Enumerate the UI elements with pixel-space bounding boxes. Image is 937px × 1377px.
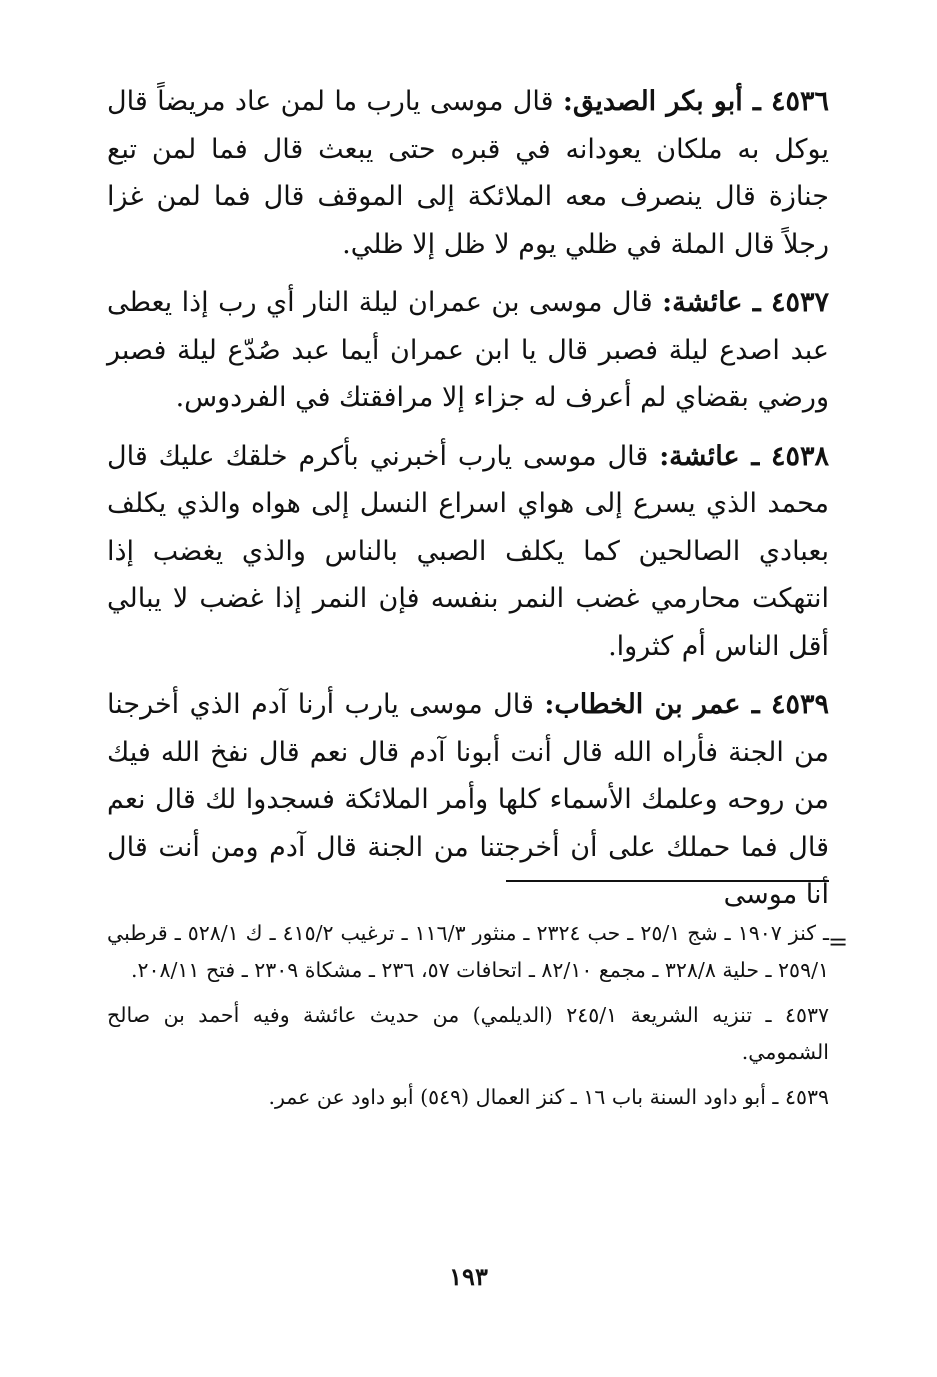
footnotes [107,915,829,1124]
hadith-entry-4537 [107,279,829,422]
footnote-continuation-mark: = [828,928,849,956]
entry-text: قال موسى يارب أرنا آدم الذي أخرجنا من الجنة فأراه الله قال أنت أبونا آدم قال نعم قال نفخ الله فيك من روحه وعلمك الأسماء كلها وأمر الملائكة فسجدوا لك قال نعم قال فما حملك على أن أخرجتنا من الجنة قال آدم ومن أنت قال أنا موسى [107,689,829,910]
hadith-entry-4538 [107,433,829,671]
entry-heading: ٤٥٣٩ ـ عمر بن الخطاب: [544,689,829,720]
entry-text: قال موسى بن عمران ليلة النار أي رب إذا يعطى عبد اصدع ليلة فصبر قال يا ابن عمران أيما عبد صُدّع ليلة فصبر ورضي بقضاي لم أعرف له جزاء إلا مرافقتك في الفردوس. [107,287,829,413]
entry-text: قال موسى يارب ما لمن عاد مريضاً قال يوكل به ملكان يعودانه في قبره حتى يبعث قال فما لمن تبع جنازة قال ينصرف معه الملائكة إلى الموقف قال فما لمن غزا رجلاً قال الملة في ظلي يوم لا ظل إلا ظلي. [107,86,829,260]
footnote-item: ٤٥٣٧ ـ تنزيه الشريعة ٢٤٥/١ (الديلمي) من حديث عائشة وفيه أحمد بن صالح الشمومي. [107,1003,829,1064]
entry-heading: ٤٥٣٦ ـ أبو بكر الصديق: [562,86,829,117]
footnote-item: ـ كنز ١٩٠٧ ـ شج ٢٥/١ ـ حب ٢٣٢٤ ـ منثور ١١٦/٣ ـ ترغيب ٤١٥/٢ ـ ك ٥٢٨/١ ـ قرطبي ٢٥٩/١ ـ حلية ٣٢٨/٨ ـ مجمع ٨٢/١٠ ـ اتحافات ٥٧، ٢٣٦ ـ مشكاة ٢٣٠٩ ـ فتح ٢٠٨/١١. [107,921,830,982]
footnote-divider [506,880,829,882]
entry-text: قال موسى يارب أخبرني بأكرم خلقك عليك قال محمد الذي يسرع إلى هواي اسراع النسل إلى هواه والذي يكلف بعبادي الصالحين كما يكلف الصبي بالناس والذي يغضب إذا انتهكت محارمي غضب النمر بنفسه فإن النمر إذا غضب لا يبالي أقل الناس أم كثروا. [107,440,829,662]
hadith-entry-4539 [107,681,829,919]
footnote-item: ٤٥٣٩ ـ أبو داود السنة باب ١٦ ـ كنز العمال (٥٤٩) أبو داود عن عمر. [268,1085,829,1109]
entry-heading: ٤٥٣٧ ـ عائشة: [662,287,829,318]
hadith-entry-4536 [107,78,829,268]
entry-heading: ٤٥٣٨ ـ عائشة: [659,440,829,472]
main-text [107,78,829,930]
page-number: ١٩٣ [449,1262,488,1291]
